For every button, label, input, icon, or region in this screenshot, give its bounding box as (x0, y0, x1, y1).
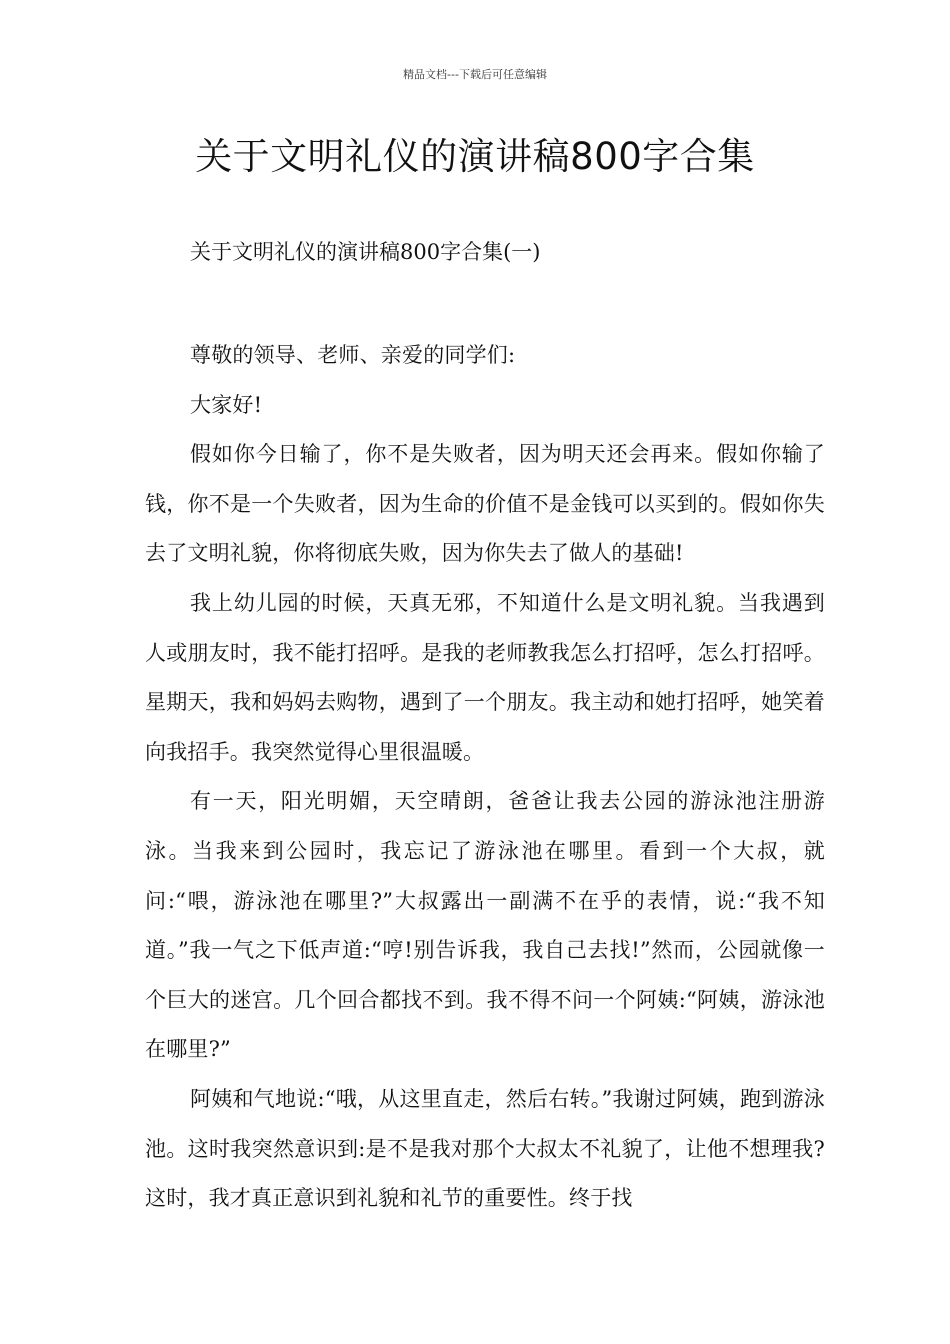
section-subtitle: 关于文明礼仪的演讲稿800字合集(一) (190, 240, 541, 264)
document-body (145, 331, 825, 1224)
paragraph: 我上幼儿园的时候，天真无邪，不知道什么是文明礼貌。当我遇到人或朋友时，我不能打招呼。是我的老师教我怎么打招呼，怎么打招呼。星期天，我和妈妈去购物，遇到了一个朋友。我主动和她打招呼，她笑着向我招手。我突然觉得心里很温暖。 (145, 590, 825, 764)
paragraph-salutation: 尊敬的领导、老师、亲爱的同学们: (190, 343, 516, 367)
header-note: 精品文档---下载后可任意编辑 (403, 68, 547, 81)
page-title: 关于文明礼仪的演讲稿800字合集 (195, 135, 755, 178)
paragraph-greeting: 大家好! (190, 392, 263, 417)
paragraph: 阿姨和气地说:“哦，从这里直走，然后右转。”我谢过阿姨，跑到游泳池。这时我突然意识到:是不是我对那个大叔太不礼貌了，让他不想理我?这时，我才真正意识到礼貌和礼节的重要性。终于找 (145, 1086, 825, 1211)
paragraph: 有一天，阳光明媚，天空晴朗，爸爸让我去公园的游泳池注册游泳。当我来到公园时，我忘记了游泳池在哪里。看到一个大叔，就问:“喂，游泳池在哪里?”大叔露出一副满不在乎的表情，说:“我不知道。”我一气之下低声道:“哼!别告诉我，我自己去找!”然而，公园就像一个巨大的迷宫。几个回合都找不到。我不得不问一个阿姨:“阿姨，游泳池在哪里?” (145, 789, 825, 1062)
paragraph: 假如你今日输了，你不是失败者，因为明天还会再来。假如你输了钱，你不是一个失败者，因为生命的价值不是金钱可以买到的。假如你失去了文明礼貌，你将彻底失败，因为你失去了做人的基础! (145, 442, 825, 566)
